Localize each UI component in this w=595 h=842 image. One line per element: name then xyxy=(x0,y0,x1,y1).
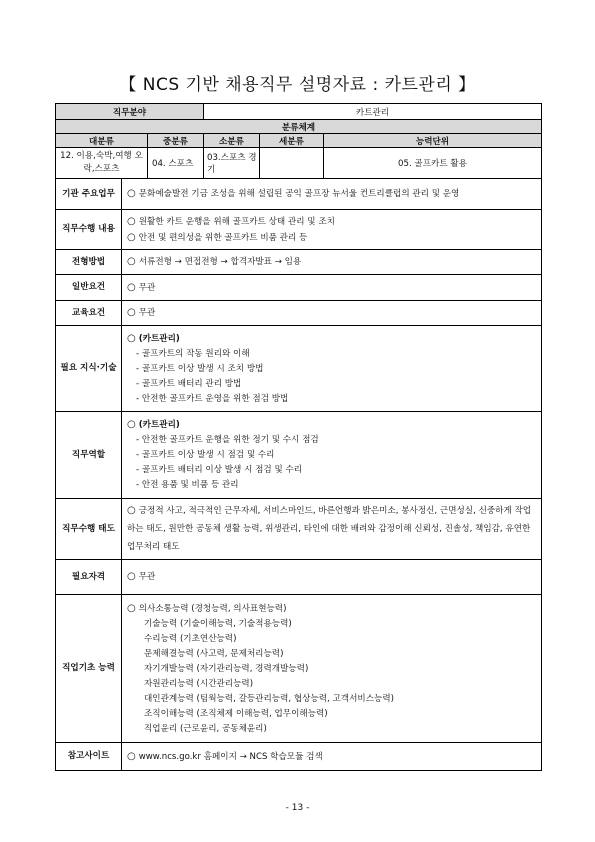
circle-bullet-icon: ○ xyxy=(127,256,136,267)
duty-value xyxy=(122,210,542,250)
circle-bullet-icon: ○ xyxy=(127,571,136,582)
list-item: 조직이해능력 (조직체제 이해능력, 업무이해능력) xyxy=(144,708,328,719)
list-item: - 골프카트 이상 발생 시 점검 및 수리 xyxy=(136,450,275,460)
basic-ability-label: 직업기초 능력 xyxy=(56,595,122,743)
attitude-value: ○ 긍정적 사고, 적극적인 근무자세, 서비스마인드, 바른언행과 밝은미소, 봉사정신, 근면성실, 신중하게 작업하는 태도, 원만한 공동체 생활 능력, 위생관리, 타인에 대한 배려와 감정이해 신뢰성, 진솔성, 책임감, 유연한 업무처리 태도 xyxy=(122,499,542,560)
class-sub xyxy=(260,148,324,179)
role-label: 직무역할 xyxy=(56,412,122,499)
list-item: ○ 의사소통능력 (경청능력, 의사표현능력) xyxy=(127,602,287,614)
knowledge-label: 필요 지식·기술 xyxy=(56,326,122,412)
circle-bullet-icon: ○ xyxy=(127,307,136,318)
col-minor-header: 소분류 xyxy=(204,134,260,148)
class-minor: 03.스포츠 경기 xyxy=(204,148,260,179)
role-value: ○ (카트관리) - 안전한 골프카트 운행을 위한 정기 및 수시 점검 - 골프카트 이상 발생 시 점검 및 수리 - 골프카트 배터리 이상 발생 시 점검 및 수리 - 안전 용품 및 비품 등 관리 xyxy=(122,412,542,499)
basic-ability-value xyxy=(122,595,542,743)
circle-bullet-icon: ○ xyxy=(127,750,136,762)
hiring-label: 전형방법 xyxy=(56,250,122,275)
list-item: - 안전한 골프카트 운영을 위한 점검 방법 xyxy=(136,393,289,404)
list-item: 문제해결능력 (사고력, 문제처리능력) xyxy=(144,648,284,659)
job-area-label: 직무분야 xyxy=(56,104,204,120)
col-sub-header: 세분류 xyxy=(260,134,324,148)
knowledge-value: ○ (카트관리) - 골프카트의 작동 원리와 이해 - 골프카트 이상 발생 시 조치 방법 - 골프카트 배터리 관리 방법 - 안전한 골프카트 운영을 위한 점검 방법 xyxy=(122,326,542,412)
circle-bullet-icon: ○ xyxy=(127,281,136,293)
circle-bullet-icon: ○ xyxy=(127,332,136,344)
circle-bullet-icon: ○ xyxy=(127,215,136,227)
classification-header-row xyxy=(56,134,542,148)
classification-value-row xyxy=(56,148,542,179)
list-item: - 골프카트 이상 발생 시 조치 방법 xyxy=(136,363,264,374)
col-middle-header: 중분류 xyxy=(148,134,204,148)
site-value xyxy=(122,743,542,771)
circle-bullet-icon: ○ xyxy=(127,188,136,199)
list-item: 자원관리능력 (시간관리능력) xyxy=(144,678,254,689)
circle-bullet-icon: ○ xyxy=(127,231,136,243)
circle-bullet-icon: ○ xyxy=(127,602,136,614)
circle-bullet-icon: ○ xyxy=(127,505,136,516)
list-item: 수리능력 (기초연산능력) xyxy=(144,633,237,644)
list-item: - 골프카트 배터리 이상 발생 시 점검 및 수리 xyxy=(136,465,303,475)
list-item: ○ 원활한 카트 운행을 위해 골프카트 상태 관리 및 조치 xyxy=(127,215,335,227)
cert-label: 필요자격 xyxy=(56,560,122,595)
edu-value: ○ 무관 xyxy=(122,301,542,326)
cert-value: ○ 무관 xyxy=(122,560,542,595)
class-unit: 05. 골프카트 활용 xyxy=(324,148,542,179)
page-number: - 13 - xyxy=(285,803,310,813)
site-label: 참고사이트 xyxy=(56,743,122,771)
circle-bullet-icon: ○ xyxy=(127,419,136,430)
list-item: 기술능력 (기술이해능력, 기술적용능력) xyxy=(144,618,292,629)
list-item: - 안전한 골프카트 운행을 위한 정기 및 수시 점검 xyxy=(136,435,319,445)
list-item: 직업윤리 (근로윤리, 공동체윤리) xyxy=(144,723,267,734)
attitude-label: 직무수행 태도 xyxy=(56,499,122,560)
org-task-label: 기관 주요업무 xyxy=(56,179,122,210)
org-task-value: ○ 문화예술발전 기금 조성을 위해 설립된 공익 골프장 뉴서울 컨트리클럽의 관리 및 운영 xyxy=(122,179,542,210)
edu-label: 교육요건 xyxy=(56,301,122,326)
list-item: 대인관계능력 (팀웍능력, 갈등관리능력, 협상능력, 고객서비스능력) xyxy=(144,693,394,704)
class-middle: 04. 스포츠 xyxy=(148,148,204,179)
ncs-job-table xyxy=(55,103,542,771)
duty-label: 직무수행 내용 xyxy=(56,210,122,250)
col-unit-header: 능력단위 xyxy=(324,134,542,148)
list-item: ○ 안전 및 편의성을 위한 골프카트 비품 관리 등 xyxy=(127,231,308,243)
hiring-value: ○ 서류전형 → 면접전형 → 합격자발표 → 임용 xyxy=(122,250,542,275)
general-label: 일반요건 xyxy=(56,275,122,301)
list-item: - 골프카트의 작동 원리와 이해 xyxy=(136,348,250,359)
general-value: ○ 무관 xyxy=(122,275,542,301)
site-link: www.ncs.go.kr 홈페이지 → NCS 학습모듈 검색 xyxy=(138,751,323,762)
col-major-header: 대분류 xyxy=(56,134,148,148)
page-title: 【 NCS 기반 채용직무 설명자료 : 카트관리 】 xyxy=(119,75,476,95)
class-major: 12. 이용,숙박,여행 오락,스포츠 xyxy=(56,148,148,179)
job-area-value: 카트관리 xyxy=(204,104,542,120)
list-item: - 안전 용품 및 비품 등 관리 xyxy=(136,480,239,490)
classification-label: 분류체계 xyxy=(56,120,542,134)
list-item: 자기개발능력 (자기관리능력, 경력개발능력) xyxy=(144,663,309,674)
list-item: - 골프카트 배터리 관리 방법 xyxy=(136,378,242,389)
